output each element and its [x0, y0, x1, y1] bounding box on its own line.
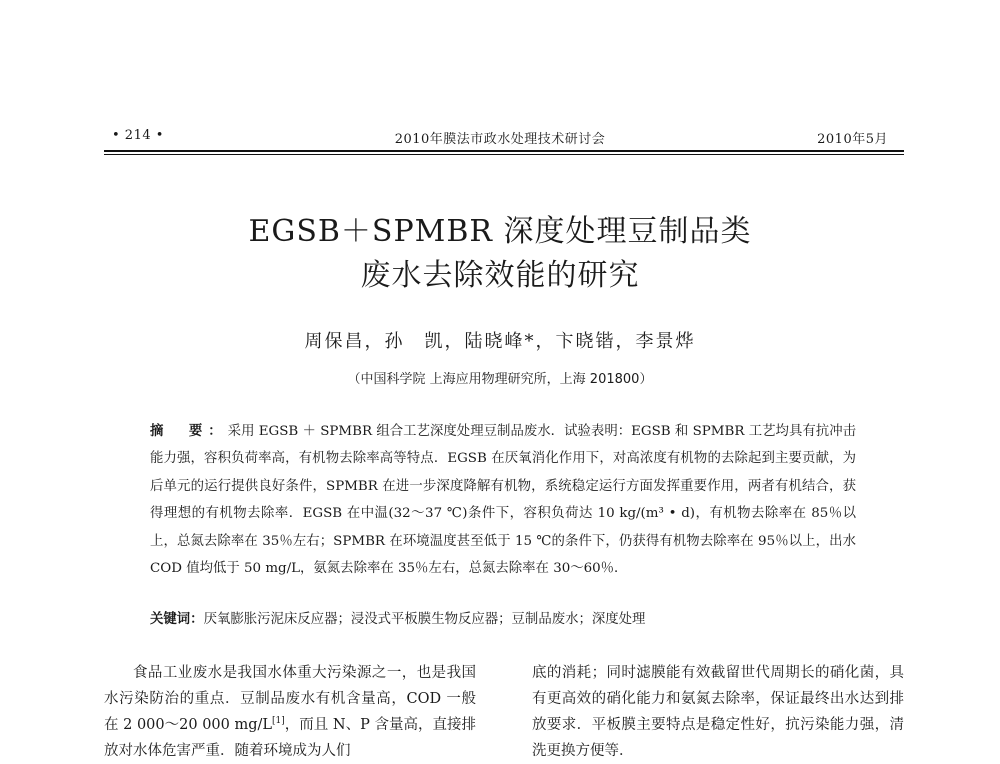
- journal-title: 2010年膜法市政水处理技术研讨会: [394, 132, 606, 147]
- body-left-text: 食品工业废水是我国水体重大污染源之一，也是我国水污染防治的重点．豆制品废水有机含量高，COD 一般在 2 000～20 000 mg/L: [104, 665, 476, 733]
- citation-ref: [1]: [272, 716, 285, 727]
- affiliation: （中国科学院 上海应用物理研究所，上海 201800）: [347, 372, 653, 387]
- body-left-tail: ，而且 N、P 含量高，直接排放对水体危害严重．随着环境成为人们: [104, 717, 476, 759]
- keywords-label: 关键词：: [150, 611, 204, 627]
- body-left-column: [104, 660, 476, 764]
- page-number: • 214 •: [112, 128, 164, 143]
- header-rule-thick: [104, 150, 904, 152]
- keywords: [150, 608, 856, 627]
- author-list: 周保昌，孙 凯，陆晓峰*，卞晓锴，李景烨: [304, 331, 696, 352]
- abstract-label: 摘 要：: [150, 423, 228, 439]
- publication-date: 2010年5月: [817, 132, 888, 147]
- body-right-column: [532, 660, 904, 764]
- abstract: [150, 418, 856, 582]
- abstract-text: 采用 EGSB ＋ SPMBR 组合工艺深度处理豆制品废水．试验表明：EGSB 和 SPMBR 工艺均具有抗冲击能力强，容积负荷率高，有机物去除率高等特点．EGSB 在厌氧消化作用下，对高浓度有机物的去除起到主要贡献，为后单元的运行提供良好条件，SPMBR 在进一步深度降解有机物，系统稳定运行方面发挥重要作用，两者有机结合，获得理想的有机物去除率．EGSB 在中温(32～37 ℃)条件下，容积负荷达 10 kg/(m³ • d)，有机物去除率在 85％以上，总氮去除率在 35％左右；SPMBR 在环境温度甚至低于 15 ℃的条件下，仍获得有机物去除率在 95％以上，出水 COD 值均低于 50 mg/L，氨氮去除率在 35％左右，总氮去除率在 30～60％．: [150, 424, 856, 577]
- header-rule-thin: [104, 154, 904, 155]
- paper-title-line-1: EGSB＋SPMBR 深度处理豆制品类: [248, 214, 752, 249]
- paper-title-line-2: 废水去除效能的研究: [360, 258, 640, 293]
- body-paragraph: 底的消耗；同时滤膜能有效截留世代周期长的硝化菌，具有更高效的硝化能力和氨氮去除率，保证最终出水达到排放要求．平板膜主要特点是稳定性好，抗污染能力强，清洗更换方便等．: [532, 665, 904, 759]
- body-paragraph: [104, 660, 476, 764]
- keywords-text: 厌氧膨胀污泥床反应器；浸没式平板膜生物反应器；豆制品废水；深度处理: [203, 612, 646, 627]
